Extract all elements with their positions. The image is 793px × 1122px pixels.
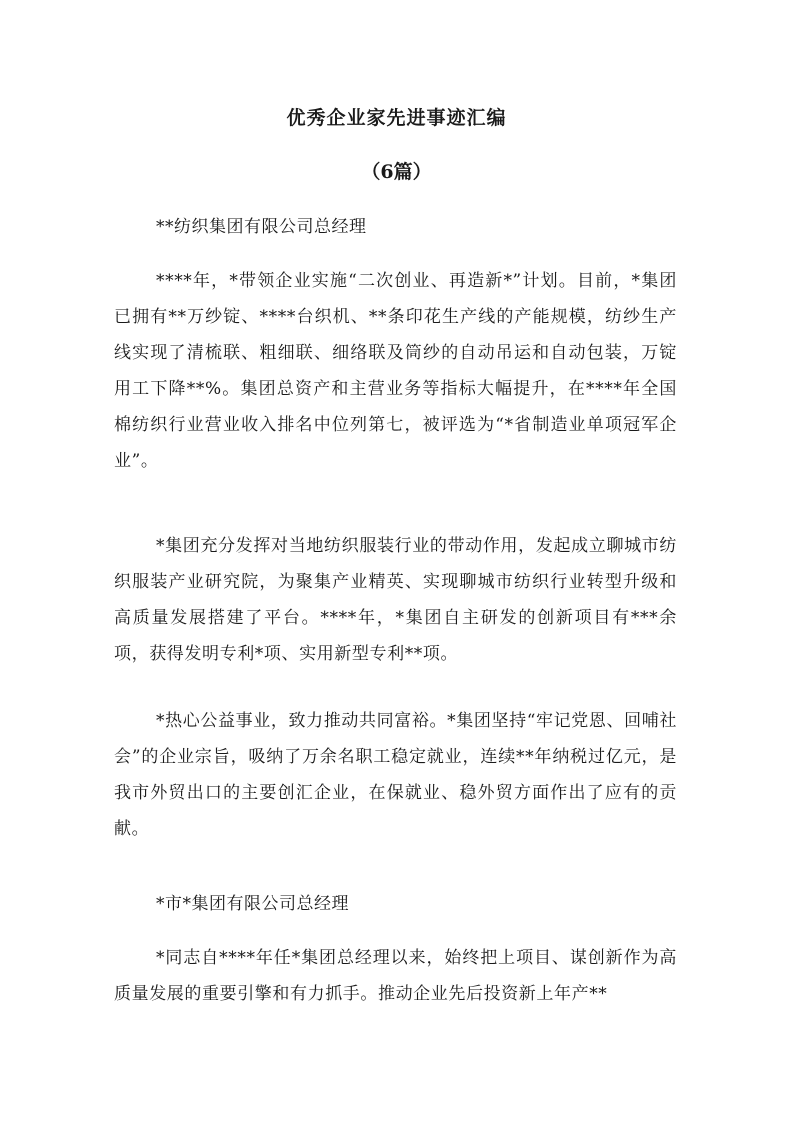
section-heading-1: **纺织集团有限公司总经理 (156, 217, 367, 237)
section-2-paragraph-1: *同志自****年任*集团总经理以来，始终把上项目、谋创新作为高质量发展的重要引擎和有力抓手。推动企业先后投资新上年产** (114, 948, 677, 1004)
section-1-paragraph-3: *热心公益事业，致力推动共同富裕。*集团坚持“牢记党恩、回哺社会”的企业宗旨，吸纳了万余名职工稳定就业，连续**年纳税过亿元，是我市外贸出口的主要创汇企业，在保就业、稳外贸方面作出了应有的贡献。 (114, 711, 677, 839)
section-heading-2: *市*集团有限公司总经理 (156, 894, 349, 914)
document-title: 优秀企业家先进事迹汇编 (286, 107, 507, 129)
section-1-paragraph-1: ****年，*带领企业实施“二次创业、再造新*”计划。目前，*集团已拥有**万纱锭、****台织机、**条印花生产线的产能规模，纺纱生产线实现了清梳联、粗细联、细络联及筒纱的自动吊运和自动包装，万锭用工下降**%。集团总资产和主营业务等指标大幅提升，在****年全国棉纺织行业营业收入排名中位列第七，被评选为“*省制造业单项冠军企业”。 (114, 271, 677, 471)
section-1-paragraph-2: *集团充分发挥对当地纺织服装行业的带动作用，发起成立聊城市纺织服装产业研究院，为聚集产业精英、实现聊城市纺织行业转型升级和高质量发展搭建了平台。****年，*集团自主研发的创新项目有***余项，获得发明专利*项、实用新型专利**项。 (114, 536, 677, 664)
document-subtitle: （6篇） (361, 161, 432, 183)
